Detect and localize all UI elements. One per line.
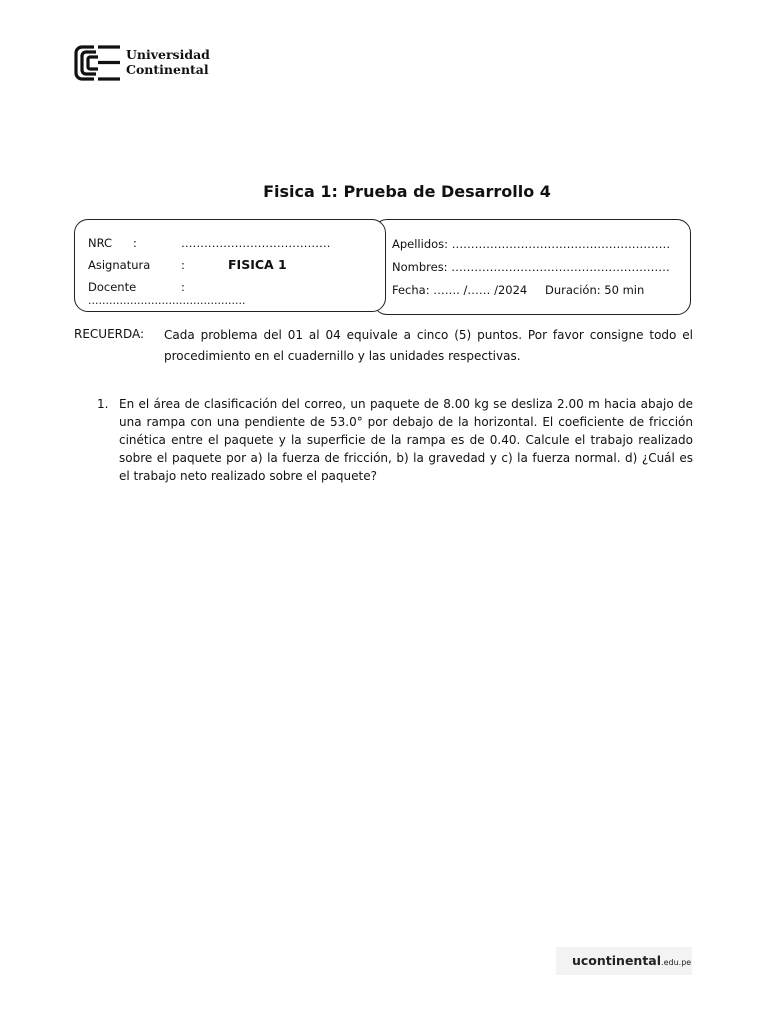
nrc-value: ………………………………… bbox=[181, 236, 331, 250]
recuerda-label: RECUERDA: bbox=[74, 327, 145, 341]
nombres-field: Nombres: ………………………………………………… bbox=[392, 260, 670, 274]
footer-brand bbox=[556, 947, 692, 975]
course-info-box bbox=[74, 219, 386, 312]
page-title: Fisica 1: Prueba de Desarrollo 4 bbox=[263, 182, 551, 201]
university-logo bbox=[74, 44, 214, 84]
student-info-box bbox=[373, 219, 691, 315]
question-text: En el área de clasificación del correo, un paquete de 8.00 kg se desliza 2.00 m hacia abajo de una rampa con una pendiente de 53.0° por debajo de la horizontal. El coeficiente de fricción cinética entre el paquete y la superficie de la rampa es de 0.40. Calcule el trabajo realizado sobre el paquete por a) la fuerza de fricción, b) la gravedad y c) la fuerza normal. d) ¿Cuál es el trabajo neto realizado sobre el paquete? bbox=[119, 397, 693, 483]
docente-value: ……………………………………… bbox=[88, 295, 246, 307]
footer-brand-domain: .edu.pe bbox=[661, 958, 692, 967]
asignatura-colon: : bbox=[181, 258, 185, 272]
logo-line1: Universidad bbox=[126, 47, 210, 62]
duracion-field: Duración: 50 min bbox=[545, 283, 645, 297]
apellidos-field: Apellidos: ………………………………………………… bbox=[392, 237, 671, 251]
fecha-field: Fecha: ……. /…… /2024 bbox=[392, 283, 528, 297]
logo-line2: Continental bbox=[126, 62, 209, 77]
asignatura-label: Asignatura bbox=[88, 258, 151, 272]
nrc-label: NRC bbox=[88, 236, 113, 250]
footer-brand-name: ucontinental bbox=[572, 953, 662, 968]
docente-label: Docente bbox=[88, 280, 137, 294]
asignatura-value: FISICA 1 bbox=[228, 257, 287, 272]
docente-colon: : bbox=[181, 280, 185, 294]
university-logo-icon bbox=[74, 44, 122, 82]
question-number: 1. bbox=[97, 397, 109, 411]
recuerda-text: Cada problema del 01 al 04 equivale a cinco (5) puntos. Por favor consigne todo el procedimiento en el cuadernillo y las unidades respectivas. bbox=[164, 328, 693, 363]
nrc-colon: : bbox=[133, 236, 137, 250]
